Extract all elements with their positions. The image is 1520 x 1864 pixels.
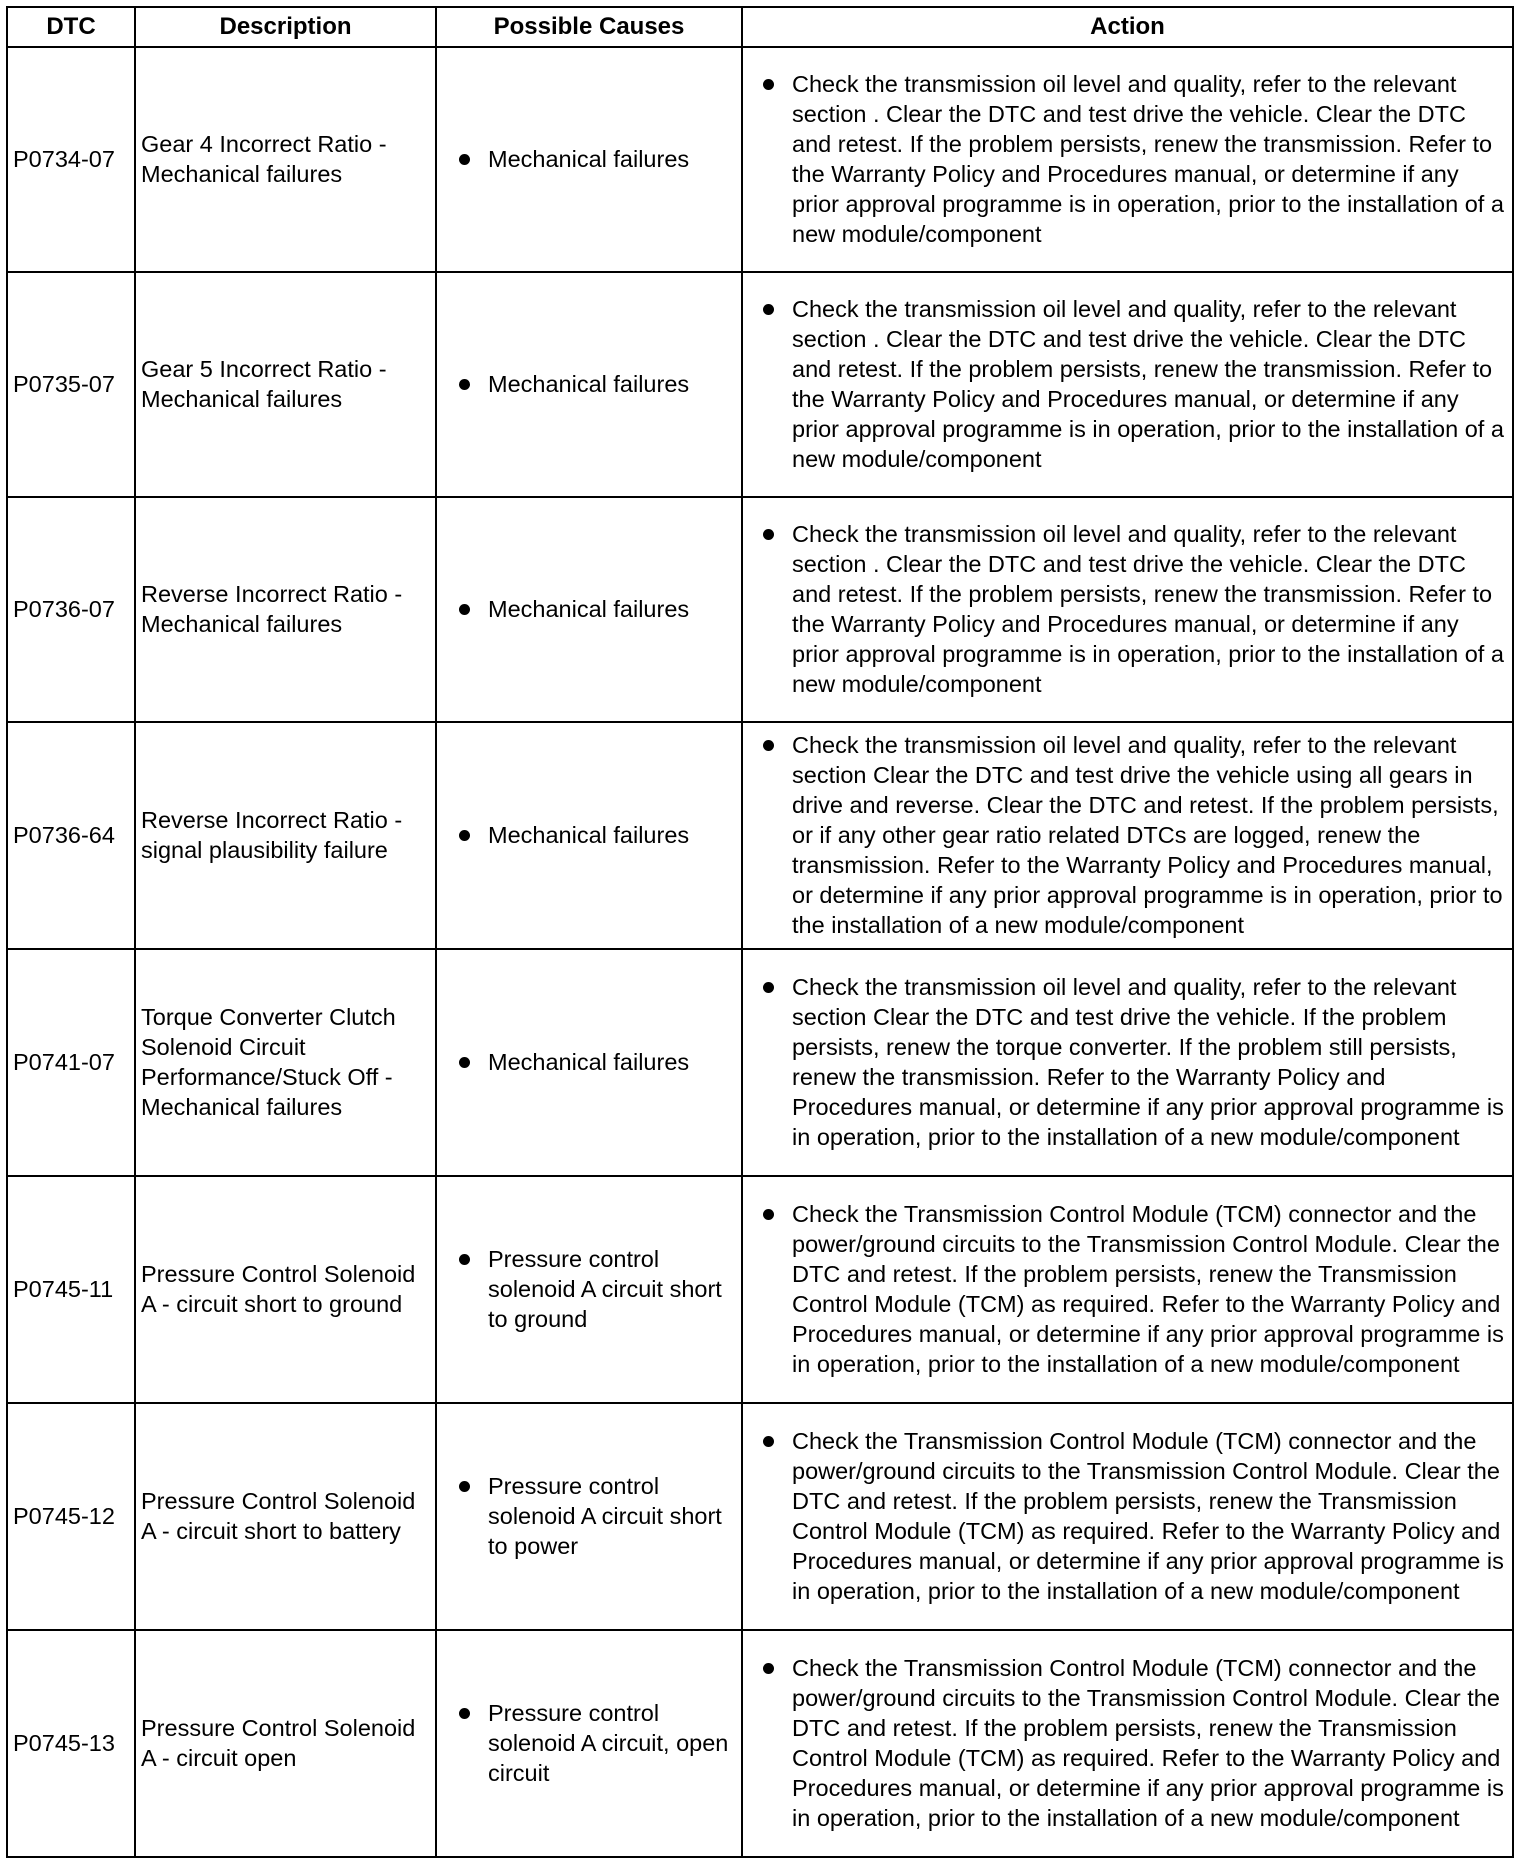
table-row: [7, 497, 1513, 722]
action-text: Check the transmission oil level and quality, refer to the relevant section Clear the DTC and test drive the vehicle using all gears in drive and reverse. Clear the DTC and retest. If the problem persists, or if any other gear ratio related DTCs are logged, renew the transmission. Refer to the Warranty Policy and Procedures manual, or determine if any prior approval programme is in operation, prior to the installation of a new module/component: [792, 732, 1503, 939]
dtc-code: P0745-12: [7, 1403, 135, 1630]
table-row: [7, 1403, 1513, 1630]
bullet-icon: [763, 529, 774, 540]
possible-cause-cell: [436, 1630, 742, 1857]
action-cell: [742, 1630, 1513, 1857]
table-row: [7, 949, 1513, 1176]
bullet-icon: [459, 1481, 470, 1492]
action-text: Check the transmission oil level and quality, refer to the relevant section . Clear the DTC and test drive the vehicle. Clear the DTC and retest. If the problem persists, renew the transmission. Refer to the Warranty Policy and Procedures manual, or determine if any prior approval programme is in operation, prior to the installation of a new module/component: [792, 296, 1504, 473]
action-cell: [742, 47, 1513, 272]
possible-cause-cell: [436, 1176, 742, 1403]
header-description: Description: [135, 7, 436, 47]
dtc-code: P0734-07: [7, 47, 135, 272]
table-row: [7, 272, 1513, 497]
table-row: [7, 722, 1513, 949]
table-row: [7, 1176, 1513, 1403]
possible-cause: Pressure control solenoid A circuit short to ground: [488, 1246, 722, 1333]
possible-cause: Mechanical failures: [488, 596, 690, 623]
dtc-description: Pressure Control Solenoid A - circuit open: [135, 1630, 436, 1857]
header-action: Action: [742, 7, 1513, 47]
bullet-icon: [763, 982, 774, 993]
dtc-description: Reverse Incorrect Ratio - signal plausibility failure: [135, 722, 436, 949]
bullet-icon: [459, 154, 470, 165]
possible-cause: Pressure control solenoid A circuit, open circuit: [488, 1700, 729, 1787]
dtc-code: P0745-11: [7, 1176, 135, 1403]
action-cell: [742, 949, 1513, 1176]
action-text: Check the Transmission Control Module (TCM) connector and the power/ground circuits to the Transmission Control Module. Clear the DTC and retest. If the problem persists, renew the Transmission Control Module (TCM) as required. Refer to the Warranty Policy and Procedures manual, or determine if any prior approval programme is in operation, prior to the installation of a new module/component: [792, 1655, 1504, 1832]
table-row: [7, 47, 1513, 272]
dtc-description: Gear 5 Incorrect Ratio - Mechanical failures: [135, 272, 436, 497]
action-text: Check the transmission oil level and quality, refer to the relevant section . Clear the DTC and test drive the vehicle. Clear the DTC and retest. If the problem persists, renew the transmission. Refer to the Warranty Policy and Procedures manual, or determine if any prior approval programme is in operation, prior to the installation of a new module/component: [792, 71, 1504, 248]
header-dtc: DTC: [7, 7, 135, 47]
action-cell: [742, 722, 1513, 949]
possible-cause-cell: [436, 1403, 742, 1630]
action-cell: [742, 1176, 1513, 1403]
dtc-code: P0741-07: [7, 949, 135, 1176]
possible-cause-cell: [436, 497, 742, 722]
action-cell: [742, 1403, 1513, 1630]
dtc-code: P0736-07: [7, 497, 135, 722]
bullet-icon: [763, 304, 774, 315]
dtc-code: P0736-64: [7, 722, 135, 949]
bullet-icon: [459, 1254, 470, 1265]
possible-cause: Mechanical failures: [488, 371, 690, 398]
possible-cause: Mechanical failures: [488, 822, 690, 849]
possible-cause: Mechanical failures: [488, 1049, 690, 1076]
possible-cause-cell: [436, 722, 742, 949]
bullet-icon: [459, 1708, 470, 1719]
action-text: Check the transmission oil level and quality, refer to the relevant section . Clear the DTC and test drive the vehicle. Clear the DTC and retest. If the problem persists, renew the transmission. Refer to the Warranty Policy and Procedures manual, or determine if any prior approval programme is in operation, prior to the installation of a new module/component: [792, 521, 1504, 698]
bullet-icon: [459, 830, 470, 841]
action-cell: [742, 497, 1513, 722]
possible-cause: Mechanical failures: [488, 146, 690, 173]
dtc-description: Pressure Control Solenoid A - circuit short to battery: [135, 1403, 436, 1630]
dtc-description: Gear 4 Incorrect Ratio - Mechanical failures: [135, 47, 436, 272]
bullet-icon: [763, 1436, 774, 1447]
possible-cause-cell: [436, 272, 742, 497]
bullet-icon: [459, 379, 470, 390]
action-text: Check the Transmission Control Module (TCM) connector and the power/ground circuits to the Transmission Control Module. Clear the DTC and retest. If the problem persists, renew the Transmission Control Module (TCM) as required. Refer to the Warranty Policy and Procedures manual, or determine if any prior approval programme is in operation, prior to the installation of a new module/component: [792, 1428, 1504, 1605]
possible-cause-cell: [436, 949, 742, 1176]
possible-cause-cell: [436, 47, 742, 272]
bullet-icon: [763, 1663, 774, 1674]
action-text: Check the transmission oil level and quality, refer to the relevant section Clear the DTC and test drive the vehicle. If the problem persists, renew the torque converter. If the problem still persists, renew the transmission. Refer to the Warranty Policy and Procedures manual, or determine if any prior approval programme is in operation, prior to the installation of a new module/component: [792, 974, 1504, 1151]
dtc-description: Pressure Control Solenoid A - circuit short to ground: [135, 1176, 436, 1403]
header-possible-causes: Possible Causes: [436, 7, 742, 47]
dtc-description: Reverse Incorrect Ratio - Mechanical failures: [135, 497, 436, 722]
dtc-code: P0745-13: [7, 1630, 135, 1857]
bullet-icon: [763, 1209, 774, 1220]
action-cell: [742, 272, 1513, 497]
dtc-description: Torque Converter Clutch Solenoid Circuit Performance/Stuck Off - Mechanical failures: [135, 949, 436, 1176]
bullet-icon: [459, 604, 470, 615]
dtc-code: P0735-07: [7, 272, 135, 497]
header-row: [7, 7, 1513, 47]
bullet-icon: [459, 1057, 470, 1068]
dtc-table: [6, 6, 1514, 1858]
table-row: [7, 1630, 1513, 1857]
bullet-icon: [763, 740, 774, 751]
bullet-icon: [763, 79, 774, 90]
possible-cause: Pressure control solenoid A circuit short to power: [488, 1473, 722, 1560]
action-text: Check the Transmission Control Module (TCM) connector and the power/ground circuits to the Transmission Control Module. Clear the DTC and retest. If the problem persists, renew the Transmission Control Module (TCM) as required. Refer to the Warranty Policy and Procedures manual, or determine if any prior approval programme is in operation, prior to the installation of a new module/component: [792, 1201, 1504, 1378]
